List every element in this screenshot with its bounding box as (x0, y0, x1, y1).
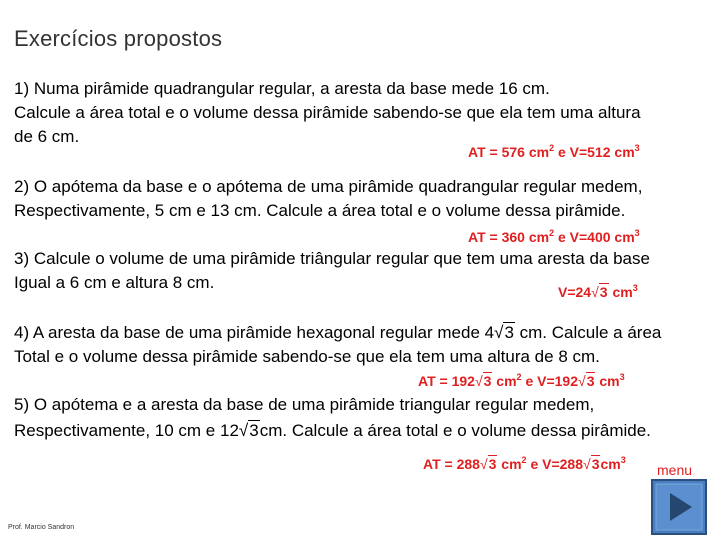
exercise-5-line-1: 5) O apótema e a aresta da base de uma pirâmide triangular regular medem, (14, 395, 595, 414)
menu-button[interactable] (651, 479, 707, 535)
slide-title: Exercícios propostos (14, 26, 223, 51)
exercise-4-line-1: 4) A aresta da base de uma pirâmide hexagonal regular mede 4√3 cm. Calcule a área (14, 323, 662, 342)
exercise-1-line-1: 1) Numa pirâmide quadrangular regular, a aresta da base mede 16 cm. (14, 79, 550, 98)
menu-label[interactable]: menu (657, 462, 693, 478)
exercise-3-line-2: Igual a 6 cm e altura 8 cm. (14, 273, 215, 292)
exercise-1-line-3: de 6 cm. (14, 127, 80, 146)
exercise-4-line-2: Total e o volume dessa pirâmide sabendo-se que ela tem uma altura de 8 cm. (14, 347, 600, 366)
play-arrow-icon (653, 481, 705, 533)
exercise-3-line-1: 3) Calcule o volume de uma pirâmide triângular regular que tem uma aresta da base (14, 249, 650, 268)
exercise-1-line-2: Calcule a área total e o volume dessa pirâmide sabendo-se que ela tem uma altura (14, 103, 641, 122)
exercise-2-answer: AT = 360 $cm^2$ e V=400 $cm^3$ (468, 228, 640, 245)
exercise-5-answer: AT = 288√3 $cm^2$ e $V=288√3cm^3$ (423, 455, 626, 472)
exercise-1-answer: AT = 576 $cm^2$ e V=512 $cm^3$ (468, 143, 640, 160)
exercise-4-answer: AT = 192√3 $cm^2$ e V=192√3 $cm^3$ (418, 372, 625, 389)
exercise-2-line-2: Respectivamente, 5 cm e 13 cm. Calcule a área total e o volume dessa pirâmide. (14, 201, 626, 220)
exercise-5-line-2: Respectivamente, 10 cm e 12√3cm. Calcule a área total e o volume dessa pirâmide. (14, 421, 651, 440)
exercise-2-line-1: 2) O apótema da base e o apótema de uma pirâmide quadrangular regular medem, (14, 177, 643, 196)
exercise-3-answer: V=24√3 $cm^3$ (558, 283, 638, 300)
author-footer: Prof. Marcio Sandron (8, 524, 75, 531)
